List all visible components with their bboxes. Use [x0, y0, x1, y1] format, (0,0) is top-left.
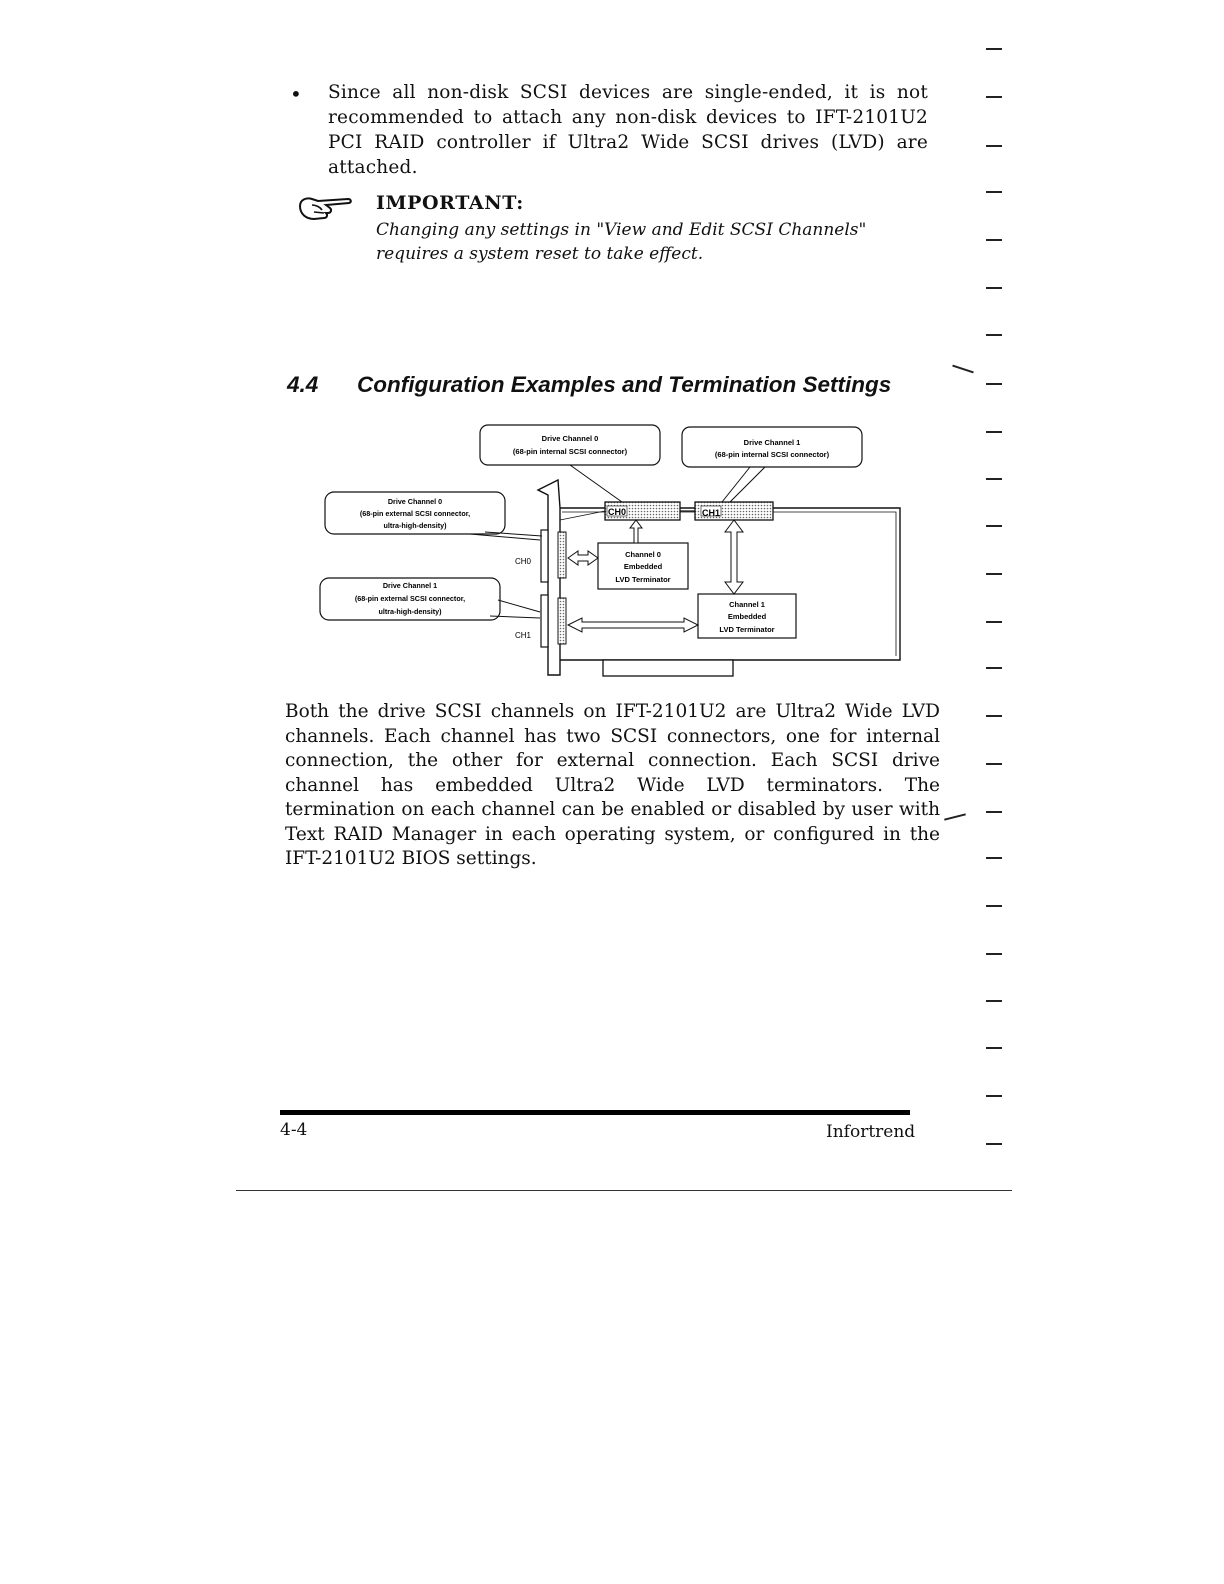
callout-internal-ch0 — [480, 425, 660, 465]
page-bottom-rule — [236, 1190, 1012, 1191]
margin-tick — [986, 667, 1002, 669]
section-title: Configuration Examples and Termination Settings — [357, 372, 892, 397]
arrow-ch1-external-to-terminator — [568, 618, 698, 632]
external-connector-ch1 — [541, 595, 548, 647]
important-body: Changing any settings in "View and Edit SCSI Channels" requires a system reset to take effect. — [376, 220, 867, 264]
important-title: IMPORTANT: — [376, 192, 524, 214]
stray-mark — [952, 365, 974, 374]
margin-tick — [986, 1095, 1002, 1097]
footer-rule — [280, 1110, 910, 1115]
bullet-text: Since all non-disk SCSI devices are single-ended, it is not recommended to attach any non-disk devices to IFT-2101U2 PCI RAID controller if Ultra2 Wide SCSI drives (LVD) are attached. — [328, 82, 928, 178]
margin-tick — [986, 1143, 1002, 1145]
margin-tick — [986, 334, 1002, 336]
margin-tick — [986, 621, 1002, 623]
margin-tick — [986, 1000, 1002, 1002]
terminator-ch0-line1: Channel 0 — [625, 550, 661, 559]
margin-tick — [986, 573, 1002, 575]
controller-diagram — [310, 420, 910, 690]
margin-tick — [986, 857, 1002, 859]
pci-edge-connector — [603, 660, 733, 676]
margin-tick — [986, 383, 1002, 385]
section-heading — [287, 372, 891, 398]
connector-ch1-label: CH1 — [702, 508, 721, 518]
margin-tick — [986, 953, 1002, 955]
connector-ch0-label: CH0 — [608, 507, 627, 517]
arrow-ch0-terminator-to-internal — [630, 520, 642, 543]
margin-tick — [986, 96, 1002, 98]
bracket-ch1-label: CH1 — [515, 631, 532, 640]
margin-tick — [986, 905, 1002, 907]
callout-external-ch1-line1: Drive Channel 1 — [382, 581, 438, 590]
stray-mark — [944, 813, 966, 820]
pointing-hand-icon — [296, 192, 354, 222]
callout-internal-ch1-line2: (68-pin internal SCSI connector) — [714, 450, 830, 459]
section-number: 4.4 — [287, 372, 319, 397]
terminator-ch1-line3: LVD Terminator — [719, 625, 775, 634]
margin-tick — [986, 715, 1002, 717]
margin-tick — [986, 239, 1002, 241]
margin-tick — [986, 478, 1002, 480]
margin-tick — [986, 763, 1002, 765]
margin-tick-marks — [986, 0, 1006, 1200]
callout-external-ch0-line2: (68-pin external SCSI connector, — [359, 509, 471, 518]
margin-tick — [986, 287, 1002, 289]
callout-external-ch1-line2: (68-pin external SCSI connector, — [354, 594, 466, 603]
margin-tick — [986, 431, 1002, 433]
terminator-ch0-line3: LVD Terminator — [615, 575, 671, 584]
bullet-marker: • — [290, 82, 302, 106]
terminator-ch1-line1: Channel 1 — [729, 600, 765, 609]
margin-tick — [986, 191, 1002, 193]
margin-tick — [986, 525, 1002, 527]
margin-tick — [986, 145, 1002, 147]
margin-tick — [986, 811, 1002, 813]
external-connector-ch0 — [541, 530, 548, 582]
callout-internal-ch0-line2: (68-pin internal SCSI connector) — [512, 447, 628, 456]
callout-external-ch0-line1: Drive Channel 0 — [387, 497, 443, 506]
terminator-ch1-line2: Embedded — [727, 612, 767, 621]
callout-internal-ch0-line1: Drive Channel 0 — [541, 434, 599, 443]
page-number: 4-4 — [280, 1120, 308, 1140]
callout-external-ch0-line3: ultra-high-density) — [383, 521, 447, 530]
callout-internal-ch1 — [682, 427, 862, 467]
callout-internal-ch1-line1: Drive Channel 1 — [743, 438, 801, 447]
body-paragraph: Both the drive SCSI channels on IFT-2101U2 are Ultra2 Wide LVD channels. Each channel has two SCSI connectors, one for internal connection, the other for external connection. Each SCSI drive channel has embedded Ultra2 Wide LVD terminators. The termination on each channel can be enabled or disabled by user with Text RAID Manager in each operating system, or configured in the IFT-2101U2 BIOS settings. — [285, 701, 940, 869]
arrow-ch0-external-to-terminator — [568, 551, 598, 565]
margin-tick — [986, 48, 1002, 50]
footer-brand: Infortrend — [826, 1122, 916, 1142]
bracket-ch0-label: CH0 — [515, 557, 532, 566]
arrow-ch1-internal-to-terminator — [725, 520, 743, 594]
terminator-ch0-line2: Embedded — [623, 562, 663, 571]
margin-tick — [986, 1047, 1002, 1049]
callout-external-ch1-line3: ultra-high-density) — [378, 607, 442, 616]
